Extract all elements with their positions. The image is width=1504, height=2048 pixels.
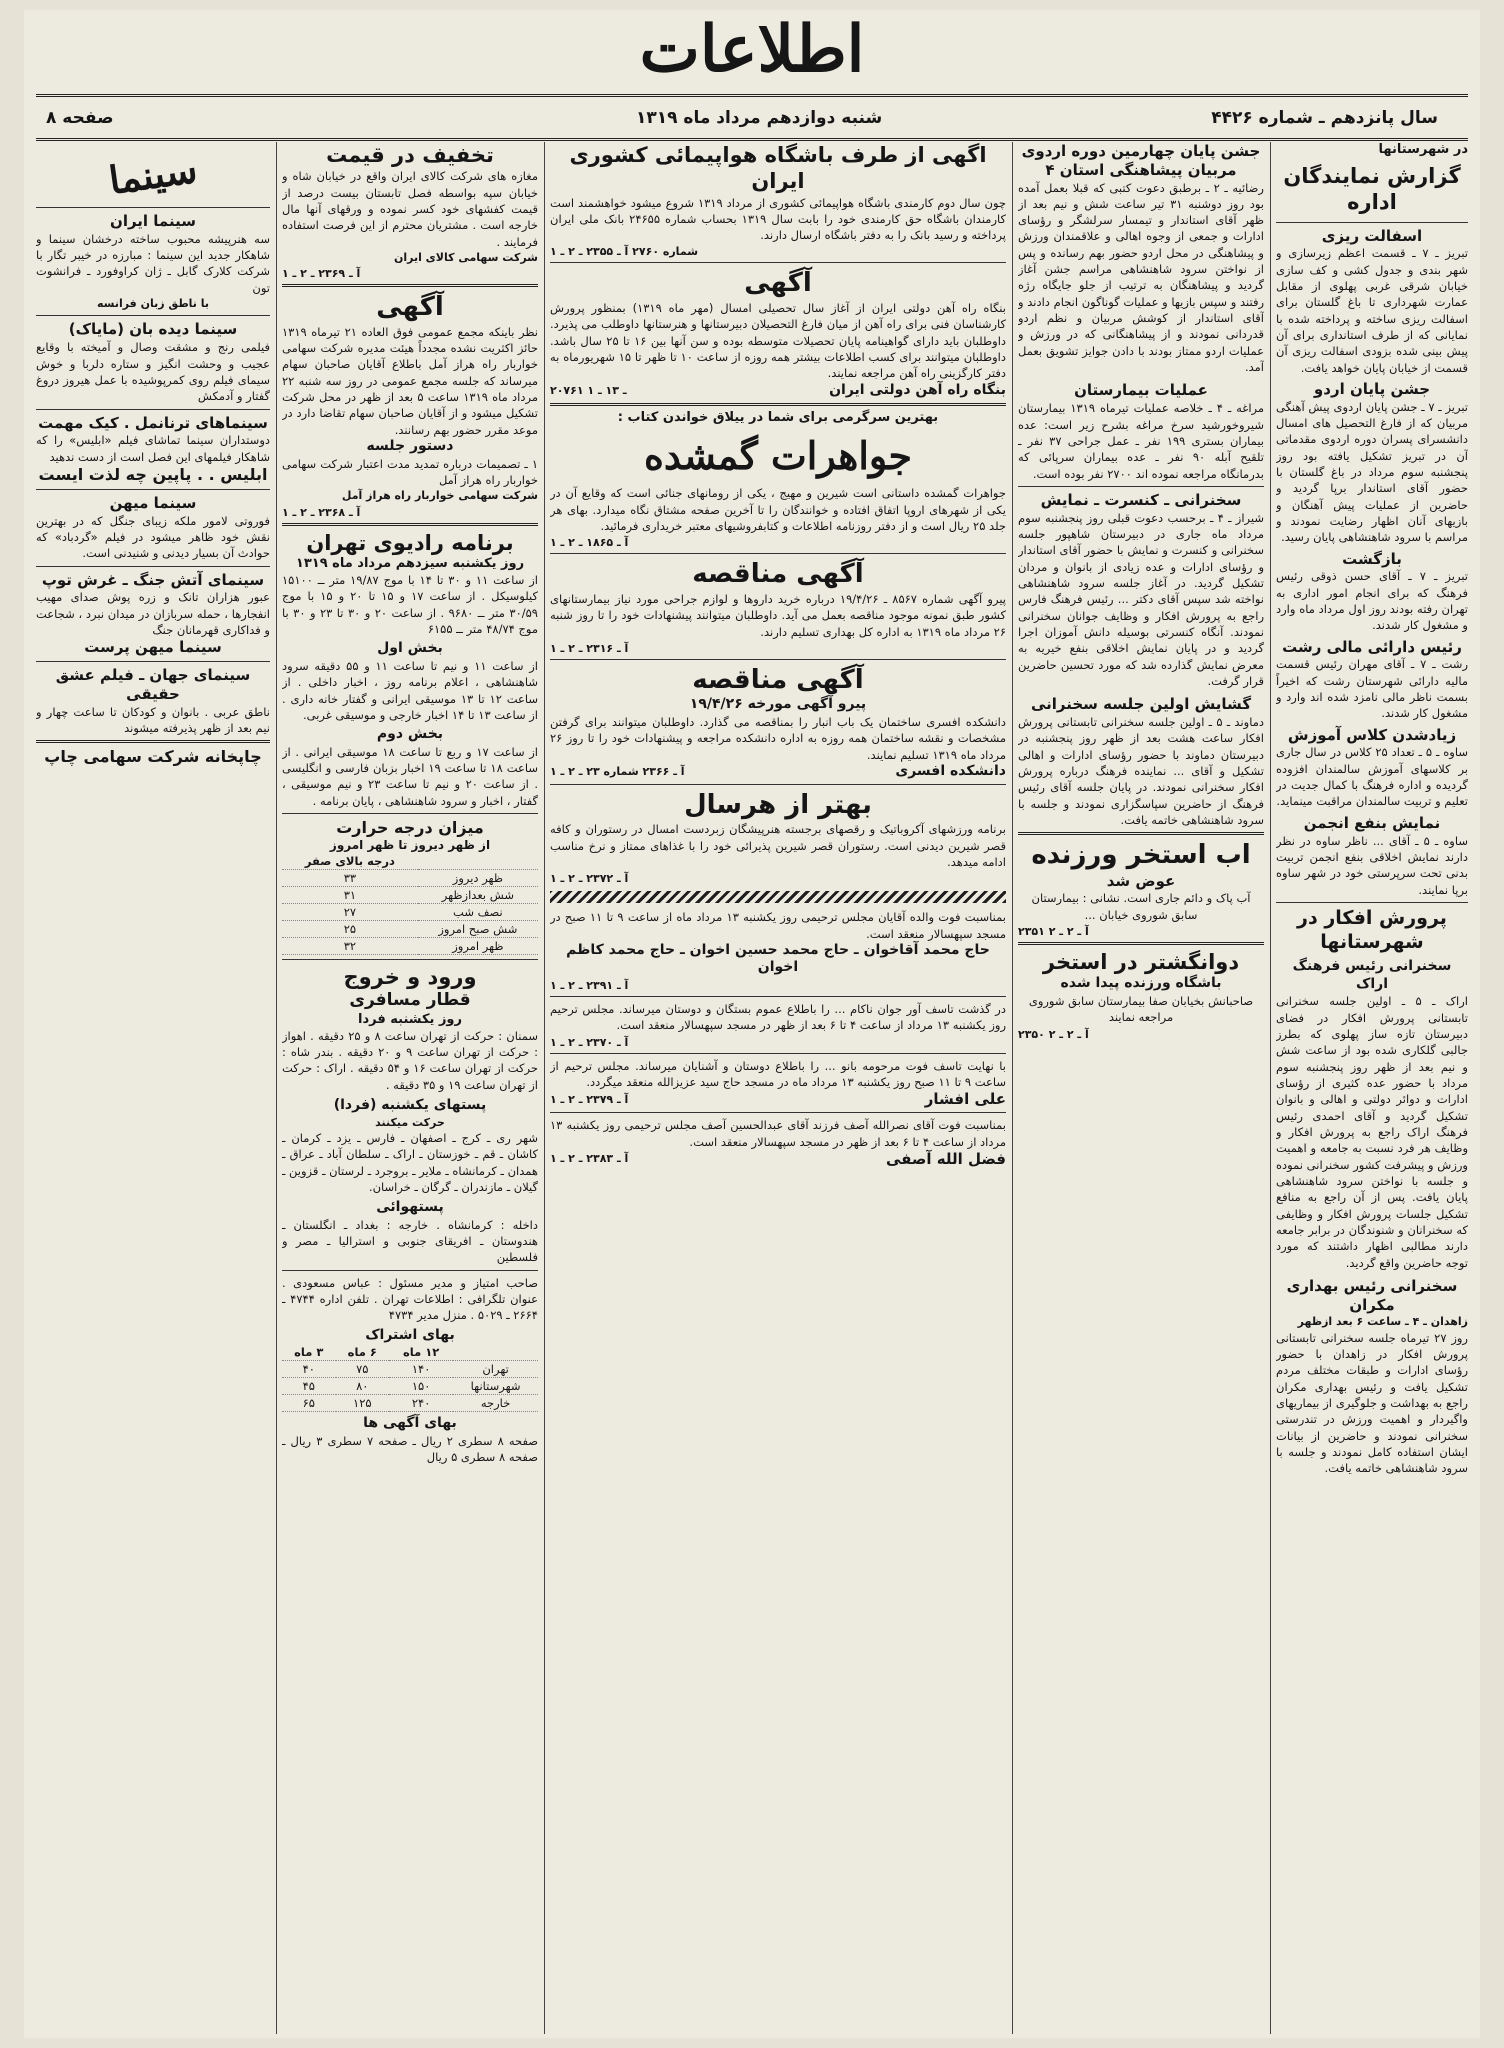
ad-subtitle: عوض شد [1106,871,1176,890]
news-body: رشت ـ ۷ ـ آقای مهران رئیس قسمت مالیه دارائی شهرستان رشت که اخیراً بسمت ناظر مالی نامزد شده اند وارد و مشغول کار شدند. [1276,657,1468,721]
ad-body: برنامه ورزشهای آکروباتیک و رقصهای برجسته هنرپیشگان زبردست امسال در رستوران و کافه قصر شیرین دیدنی است. رستوران قصر شیرین پذیرائی خود را با غذاهای ممتاز و نرخ مناسب ادامه میدهد. [550,822,1006,869]
news-title: اسفالت ریزی [1321,226,1423,245]
news-title: زیادشدن کلاس آموزش [1287,725,1457,744]
news-body: رضائیه ـ ۲ ـ برطبق دعوت کتبی که قبلا بعمل آمده بود روز دوشنبه ۳۱ تیر ساعت شش و نیم بعد از ظهر آقای استاندار و تیمسار سرلشگر و رؤسای ادارات و جمعی از وجوه اهالی و علاقمندان ورزش و پیشاهنگی در محل اردو حضور بهم رسانده و پس از نواختن سرود شاهنشاهی مراسم جشن آغاز گردید و پیشاهنگان به ترتیب از جلو جایگاه رژه رفتند و سپس بازیها و عملیات گوناگون انجام دادند و آقای استاندار از کوشش مربیان و نظم اردو قدردانی نمودند و از پیشاهنگانی که در ورزش و عملیات اردو ممتاز بودند با دادن جوایز تشویق بعمل آمد. [1018,180,1264,375]
section-title: پرورش افکار در شهرستانها [1297,906,1447,953]
ad-title: آگهی مناقصه [692,559,864,590]
table-row: شش صبح امروز ۲۵ [282,921,538,938]
notice-body: بمناسبت فوت والده آقایان مجلس ترحیمی روز یکشنبه ۱۳ مرداد ماه از ساعت ۹ تا ۱۱ صبح در مسجد سپهسالار منعقد است. [550,910,1006,941]
news-body: روز ۲۷ تیرماه جلسه سخنرانی تابستانی پرورش افکار در زاهدان با حضور رؤسای ادارات و طبقات مختلف مردم تشکیل یافت و رئیس بهداری مکران راجع به بهداشت و جلوگیری از بیماریهای واگیردار و اهمیت ورزش در تندرستی سخنرانی نمودند و حاضرین از بیانات ایشان استفاده کامل نمودند و جلسه با سرود شاهنشاهی خاتمه یافت. [1276,1330,1468,1476]
cinema-title: سینما دیده بان (مایاک) [68,320,238,339]
news-body: ساوه ـ ۵ ـ آقای ... ناظر ساوه در نظر دارند نمایش اخلاقی بنفع انجمن تربیت بدنی تحت سرپرستی خود در شهر ساوه برپا نمایند. [1276,833,1468,897]
ad-body: جواهرات گمشده داستانی است شیرین و مهیج ، یکی از رومانهای جنائی است که وقایع آن در یکی از شهرهای اروپا اتفاق افتاده و خوانندگان را تا آخرین صفحه مشتاق نگاه میدارد. بهای هر جلد ۲۵ ریال است و از دفتر روزنامه اطلاعات و کتابفروشیهای معتبر خریداری فرمائید. [550,486,1006,534]
news-subtitle: زاهدان ـ ۴ ـ ساعت ۶ بعد ازظهر [1297,1315,1468,1329]
ad-title: اگهی از طرف باشگاه هواپیمائی کشوری ایران [569,143,987,194]
radio-waves: از ساعت ۱۱ و ۳۰ تا ۱۴ با موج ۱۹/۸۷ متر ــ ۱۵۱۰۰ کیلوسیکل . از ساعت ۱۷ و ۱۵ تا ۲۰ و ۱۵ با موج ۳۰/۵۹ متر ــ ۹۶۸۰ . از ساعت ۲۰ و ۳۰ تا ۲۳ و ۳۰ با موج ۴۸/۷۴ متر ــ ۶۱۵۵ [282,573,538,637]
cinema-tail: ابلیس . . پاپین چه لذت ایست [38,464,268,484]
notice-code: آ ـ ۲۳۸۳ ـ ۲ ـ ۱ [550,1152,629,1166]
newspaper-page [24,10,1480,2038]
airmail-title: پستهوائی [376,1199,444,1216]
cinema-body: فوروتی لامور ملکه زیبای جنگل که در بهترین نقش خود ظاهر میشود در فیلم «گردباد» که حوادث آن بسیار دیدنی و شنیدنی است. [36,513,270,561]
subscription-table [282,1344,538,1412]
ad-body: پیرو آگهی شماره ۸۵۶۷ ـ ۱۹/۴/۲۶ درباره خرید داروها و لوازم جراحی مورد نیاز بیمارستانهای کشور طبق نمونه موجود مناقصه بعمل می آید. داوطلبان میتوانند پیشنهادات خود را تا روز شنبه ۲۶ مرداد ماه ۱۳۱۹ به اداره کل بهداری تسلیم دارند. [550,591,1006,639]
cinema-tail: سینما میهن پرست [84,638,222,657]
ad-title: آگهی [744,268,812,299]
travel-subtitle: قطار مسافری [349,990,471,1011]
dateline [36,96,1468,136]
ad-title: تخفیف در قیمت [326,143,494,167]
ad-code: ۲۰۷۶۱ ـ ۱۳ ـ ۱ [550,383,627,397]
radio-part-title: بخش دوم [376,726,444,743]
news-body: ساوه ـ ۵ ـ تعداد ۲۵ کلاس در سال جاری بر کلاسهای آموزش سالمندان افزوده گردیده و اداره فرهنگ با کمال جدیت در تعلیم و تربیت سالمندان مراقبت مینماید. [1276,745,1468,809]
cinema-tail: با ناطق زبان فرانسه [96,297,210,311]
news-title: عملیات بیمارستان [1074,381,1208,400]
agenda-title: دستور جلسه [366,438,454,455]
post-subtitle: حرکت میکنند [375,1115,445,1129]
cinema-logo: سینما [106,146,200,203]
section-kicker: در شهرستانها [1378,142,1468,157]
table-header: ۱۲ ماه ۶ ماه ۳ ماه [282,1344,538,1361]
column-events [1018,142,1264,2034]
ad-title: جواهرات گمشده [643,432,913,478]
cinema-body: دوستداران سینما تماشای فیلم «ابلیس» را که شاهکار فیلمهای این فصل است از دست ندهید [36,433,270,464]
cinema-title: سینما میهن [109,493,197,512]
column-ads-radio [282,142,538,2034]
ad-title: بهتر از هرسال [684,789,872,820]
notice-code: آ ـ ۲۳۷۹ ـ ۲ ـ ۱ [550,1092,629,1106]
radio-part-title: بخش اول [377,640,443,657]
ad-body: چون سال دوم کارمندی باشگاه هواپیمائی کشوری از مرداد ۱۳۱۹ شروع میشود خواهشمند است کارمندان باشگاه حق کارمندی خود را بابت سال ۱۳۱۹ بحساب شماره ۲۴۶۵۵ بانک ملی ایران پرداخته و رسید بانک را به دفتر باشگاه ارسال دارند. [550,195,1006,243]
temperature-table [282,853,538,955]
ad-signature: دانشکده افسری [895,763,1006,780]
ad-code: آ ـ ۲۳۶۹ ـ ۲ ـ ۱ [282,267,361,281]
ad-code: شماره ۲۷۶۰ آ ـ ۲۳۵۵ ـ ۲ ـ ۱ [550,245,699,259]
ad-subtitle: پیرو آگهی مورخه ۱۹/۴/۲۶ [689,696,867,713]
news-body: مراغه ـ ۴ ـ خلاصه عملیات تیرماه ۱۳۱۹ بیمارستان شیروخورشید سرخ مراغه بشرح زیر است: عده بیماران بستری ۱۹۹ نفر ـ عمل جراحی ۳۷ نفر ـ تلقیح آبله ۹۰ نفر ـ عده بیماران سرپائی که بدرمانگاه مراجعه نموده اند ۲۷۰۰ نفر بوده است. [1018,401,1264,481]
table-row: نصف شب ۲۷ [282,904,538,921]
notice-code: آ ـ ۲۳۷۰ ـ ۲ ـ ۱ [550,1035,629,1049]
cinema-title: سینمای جهان ـ فیلم عشق حقیقی [55,666,251,703]
column-divider [276,142,277,2034]
notice-signature: فضل الله آصفی [885,1149,1006,1168]
cinema-body: سه هنرپیشه محبوب ساخته درخشان سینما و شاهکار جدید این سینما : مبارزه در خیبر تگار با شرکت کلارک گابل ـ ژان کراوفورد ـ فرانشوت تون [36,231,270,295]
table-row: ظهر امروز ۳۲ [282,938,538,955]
notice-body: در گذشت تاسف آور جوان ناکام ... را باطلاع عموم بستگان و دوستان میرساند. مجلس ترحیم روز یکشنبه ۱۳ مرداد از ساعت ۴ تا ۶ بعد از ظهر در مسجد سپهسالار منعقد است. [550,1001,1006,1033]
agenda-body: ۱ ـ تصمیمات درباره تمدید مدت اعتبار شرکت سهامی خواربار راه هراز آمل [282,456,538,487]
masthead [24,10,1480,90]
table-row: تهران ۱۴۰ ۷۵ ۴۰ [282,1361,538,1378]
radio-part-body: از ساعت ۱۷ و ربع تا ساعت ۱۸ موسیقی ایرانی . از ساعت ۱۸ تا ساعت ۱۹ اخبار بزبان فارسی و انگلیسی . از ساعت ۲۰ و نیم تا ساعت ۲۳ و نیم موسیقی ، گفتار ، اخبار و سرود شاهنشاهی ، پایان برنامه . [282,744,538,808]
ad-body: صاحبانش بخیابان صفا بیمارستان سابق شوروی مراجعه نمایند [1028,993,1254,1025]
table-header: درجه بالای صفر [282,853,538,870]
ad-signature: بنگاه راه آهن دولتی ایران [829,382,1006,399]
ad-body: نظر باینکه مجمع عمومی فوق العاده ۲۱ تیرماه ۱۳۱۹ حائز اکثریت نشده مجدداً هیئت مدیره شرکت سهامی خواربار راه هراز آمل باطلاع آقایان صاحبان سهام میرساند که جلسه مجمع عمومی در روز سه شنبه ۲۲ مرداد ماه ۱۳۱۹ ساعت ۵ بعد از ظهر در محل شرکت تشکیل میشود و از آقایان صاحبان سهام تقاضا دارد در موعد مقرر حضور بهم رسانند. [282,324,538,437]
column-provincial-reports [1276,142,1468,2034]
cinema-body: فیلمی رنج و مشقت وصال و آمیخته با وقایع عجیب و وحشت انگیز و ستاره دلربا و خوش سیمای فیلم روی کمرپوشیده با عمل هیروز دروغ گفتار و آدمکش [36,340,270,404]
notice-body: بمناسبت فوت آقای نصرالله آصف فرزند آقای عبدالحسین آصف مجلس ترحیمی روز یکشنبه ۱۳ مرداد از ساعت ۴ تا ۶ بعد از ظهر در مسجد سپهسالار منعقد است. [550,1118,1006,1149]
column-divider [544,142,545,2034]
news-title: نمایش بنفع انجمن [1303,813,1441,832]
table-row: شش بعدازظهر ۳۱ [282,887,538,904]
news-title: جشن پایان چهارمین دوره اردوی مربیان پیشاهنگی استان ۴ [1021,142,1261,179]
news-title: گشایش اولین جلسه سخنرانی [1030,695,1252,714]
temperature-subtitle: از ظهر دیروز تا ظهر امروز [329,838,491,853]
travel-title: ورود و خروج [343,965,477,990]
ad-code: آ ـ ۲۳۷۲ ـ ۲ ـ ۱ [550,872,629,886]
radio-title: برنامه رادیوی تهران [306,530,514,555]
radio-date: روز یکشنبه سیزدهم مرداد ماه ۱۳۱۹ [295,555,525,571]
news-body: دماوند ـ ۵ ـ اولین جلسه سخنرانی تابستانی پرورش افکار ساعت هشت بعد از ظهر روز پنجشنبه در دبیرستان دماوند با حضور رؤسای ادارات و اهالی تشکیل و آقای ... نماینده فرهنگ درباره پرورش افکار سخنرانی نمودند. در پایان جلسه آقای رئیس فرهنگ از حاضرین سپاسگزاری نمودند و جلسه با سرود شاهنشاهی خاتمه یافت. [1018,714,1264,827]
news-body: اراک ـ ۵ ـ اولین جلسه سخنرانی تابستانی پرورش افکار در فضای دبیرستان تازه ساز پهلوی که بطرز جالبی گلکاری شده بود از ساعت شش و نیم بعد از ظهر روز پنجشنبه سوم مرداد با حضور عده کثیری از رؤسای ادارات و دوائر دولتی و اهالی و بانوان تشکیل گردید و آقای احمدی رئیس فرهنگ اراک راجع به پرورش افکار و وظایف هر فرد نسبت به جامعه و اهمیت ورزش و پیشرفت کشور سخنرانی نموده و جلسه با نواختن سرود شاهنشاهی پایان یافت. پس از آن راجع به منافع تشکیل جلسات پرورش افکار و وظایفی که سخنرانان و شنوندگان در برابر جامعه دارند مطالبی اظهار داشتند که مورد توجه حاضرین واقع گردید. [1276,994,1468,1270]
ad-code: آ ـ ۱۸۶۵ ـ ۲ ـ ۱ [550,536,629,550]
airmail-body: داخله : کرمانشاه . خارجه : بغداد ـ انگلستان ـ هندوستان ـ افریقای جنوبی و استرالیا ـ مصر و فلسطین [282,1217,538,1265]
news-title: بازگشت [1342,549,1402,568]
adprice-title: بهای آگهی ها [363,1415,457,1432]
cinema-body: عبور هزاران تانک و زره پوش صدای مهیب انفجارها ، حمله سربازان در میدان نبرد ، شجاعت و فداکاری قهرمانان جنگ [36,590,270,638]
cinema-title: سینماهای ترنانمل . کیک مهمت [38,413,268,432]
ad-subtitle: باشگاه ورزنده پیدا شده [1060,975,1222,992]
temperature-title: میزان درجه حرارت [336,818,484,838]
notice-body: با نهایت تاسف فوت مرحومه بانو ... را باطلاع دوستان و آشنایان میرساند. مجلس ترحیم از ساعت ۹ تا ۱۱ صبح روز یکشنبه ۱۳ مرداد ماه در مسجد حاج سید عزیزالله منعقد میگردد. [550,1058,1006,1089]
travel-body: سمنان : حرکت از تهران ساعت ۸ و ۲۵ دقیقه . اهواز : حرکت از تهران ساعت ۹ و ۲۰ دقیقه . بندر شاه : حرکت از تهران ساعت ۱۶ و ۵۴ دقیقه . اراک : حرکت از تهران ساعت ۱۹ و ۳۵ دقیقه . [282,1028,538,1092]
section-title: گزارش نمایندگان اداره [1283,164,1461,215]
travel-day: روز یکشنبه فردا [358,1011,462,1027]
news-body: تبریز ـ ۷ ـ قسمت اعظم زیرسازی و شهر بندی و جدول کشی و کف سازی خیابان شرقی غربی پهلوی از مقابل عمارت شهرداری تا باغ گلستان برای اسفالت ریزی ساخته و پرداخته شده با نمایانی که از طرف استانداری برای آن پیش بینی شده بزودی اسفالت ریزی آن قسمت از خیابان پایان خواهد یافت. [1276,246,1468,375]
news-title: سخنرانی رئیس بهداری مکران [1286,1276,1458,1314]
table-row: خارجه ۲۴۰ ۱۲۵ ۶۵ [282,1395,538,1412]
ad-title: آگهی مناقصه [692,664,864,695]
ad-body: آب پاک و دائم جاری است. نشانی : بیمارستان سابق شوروی خیابان ... [1031,891,1251,922]
post-body: شهر ری ـ کرج ـ اصفهان ـ فارس ـ یزد ـ کرمان ـ کاشان ـ قم ـ خوزستان ـ اراک ـ سلطان آباد ـ عراق ـ همدان ـ کرمانشاه ـ ملایر ـ بروجرد ـ لرستان ـ قزوین ـ گیلان ـ مازندران ـ گرگان ـ خراسان. [282,1131,538,1194]
column-divider [1012,142,1013,2034]
year-issue: سال پانزدهم ـ شماره ۴۴۲۶ [1211,108,1438,128]
ad-body: بنگاه راه آهن دولتی ایران از آغاز سال تحصیلی امسال (مهر ماه ۱۳۱۹) بمنظور پرورش کارشناسان فنی برای راه آهن از میان فارغ التحصیلان دبیرستانها و هنرستانها داوطلب می پذیرد. داوطلبان باید دارای گواهینامه پایان تحصیلات متوسطه بوده و سن آنها بین ۱۶ تا ۲۵ سال باشد. داوطلبان میتوانند برای کسب اطلاعات بیشتر همه روزه از ساعت ۱۰ تا ظهر تا ۱۵ شهریورماه به دفتر کارگزینی راه آهن مراجعه نمایند. [550,300,1006,381]
ad-body: دانشکده افسری ساختمان یک باب انبار را بمناقصه می گذارد. داوطلبان میتوانند برای گرفتن مشخصات و نقشه ساختمان همه روزه به اداره دانشکده مراجعه و پیشنهادات خود را تا روز ۲۶ مرداد ماه ۱۳۱۹ تسلیم نمایند. [550,714,1006,762]
news-title: رئیس دارائی مالی رشت [1282,637,1462,656]
table-row: ظهر دیروز ۳۳ [282,870,538,887]
notice-code: آ ـ ۲۳۹۱ ـ ۲ ـ ۱ [550,978,629,992]
column-divider [1270,142,1271,2034]
news-title: جشن پایان اردو [1313,379,1431,398]
cinema-title: سینمای آتش جنگ ـ غرش توپ [41,570,265,589]
column-center-ads [550,142,1006,2034]
ad-body: مغازه های شرکت کالای ایران واقع در خیابان شاه و خیابان سپه بواسطه فصل تابستان بیست درصد از قیمت کفشهای خود کسر نموده و ورقهای آنها مال خارجه است . مشتریان محترم از این فرصت استفاده فرمایند . [282,169,538,249]
ad-title: آگهی [376,292,444,323]
news-subtitle: سخنرانی رئیس فرهنگ اراک [1292,958,1452,992]
ad-title: دوانگشتر در استخر [1042,950,1240,975]
masthead-title: اطلاعات [639,12,865,87]
printer-credit: چاپخانه شرکت سهامی چاپ [44,747,262,767]
issue-date: شنبه دوازدهم مرداد ماه ۱۳۱۹ [636,108,883,128]
page-number: صفحه ۸ [46,108,114,128]
ad-signature: شرکت سهامی خواربار راه هراز آمل [341,489,538,503]
radio-part-body: از ساعت ۱۱ و نیم تا ساعت ۱۱ و ۵۵ دقیقه سرود شاهنشاهی ، اعلام برنامه روز ، اخبار داخلی . از ساعت ۱۲ تا ۱۳ موسیقی ایرانی و گفتار خانه داری . از ساعت ۱۳ تا ۱۴ اخبار خارجی و موسیقی غربی. [282,658,538,722]
cinema-title: سینما ایران [110,212,196,230]
news-body: تبریز ـ ۷ ـ آقای حسن ذوقی رئیس فرهنگ که برای انجام امور اداری به تهران رفته بودند روز اول مرداد ماه وارد و مشغول کار شدند. [1276,569,1468,633]
notice-names: حاج محمد آقاخوان ـ حاج محمد حسین اخوان ـ حاج محمد کاظم اخوان [566,941,990,976]
ad-signature: شرکت سهامی کالای ایران [393,250,538,264]
news-title: سخنرانی ـ کنسرت ـ نمایش [1040,490,1242,509]
ad-code: ۲۳۵۰ آ ـ ۲ ـ ۲ [1018,1027,1089,1041]
notice-signature: علی افشار [924,1090,1006,1109]
column-cinema [36,142,270,2034]
ad-code: آ ـ ۲۳۶۶ شماره ۲۳ ـ ۲ ـ ۱ [550,764,685,778]
staff-info: صاحب امتیاز و مدیر مسئول : عباس مسعودی . عنوان تلگرافی : اطلاعات تهران . تلفن اداره ۴۷۴۴ ـ ۲۶۶۴ ـ ۵۰۲۹ . منزل مدیر ۴۷۳۴ [282,1275,538,1323]
ad-code: ۲۳۵۱ آ ـ ۲ ـ ۲ [1018,925,1089,939]
table-row: شهرستانها ۱۵۰ ۸۰ ۴۵ [282,1378,538,1395]
adprice-body: صفحه ۸ سطری ۲ ریال ـ صفحه ۷ سطری ۳ ریال ـ صفحه ۸ سطری ۵ ریال [282,1433,538,1465]
ad-title: اب استخر ورزنده [1031,840,1251,871]
post-title: پستهای یکشنبه (فردا) [333,1097,487,1114]
cinema-body: ناطق عربی . بانوان و کودکان تا ساعت چهار و نیم بعد از ظهر پذیرفته میشوند [36,704,270,735]
dateline-rule [36,138,1468,141]
news-body: شیراز ـ ۴ ـ برحسب دعوت قبلی روز پنجشنبه سوم مرداد ماه جاری در دبیرستان شاهپور جلسه سخنرانی و کنسرت و نمایش با حضور آقای استاندار و رؤسای ادارات و عده زیادی از بانوان و مردان تشکیل گردید. در آغاز جلسه سرود شاهنشاهی نواخته شد سپس آقای دکتر ... رئیس فرهنگ فارس راجع به پرورش افکار و وظایف جوانان سخنرانی نمودند. آنگاه کنسرتی بوسیله دانش آموزان اجرا گردید و در پایان نمایش اخلاقی بنفع خیریه به معرض نمایش گذارده شد که مورد تحسین حاضرین قرار گرفت. [1018,510,1264,688]
ad-kicker: بهترین سرگرمی برای شما در ییلاق خواندن کتاب : [617,409,939,425]
subscription-title: بهای اشتراک [365,1326,455,1343]
decorative-divider [550,891,1006,903]
ad-code: آ ـ ۲۳۱۶ ـ ۲ ـ ۱ [550,641,629,655]
news-body: تبریز ـ ۷ ـ جشن پایان اردوی پیش آهنگی مربیان که از فارغ التحصیل های امسال دانشسرای پسران دوره اردوی مقدماتی آن در تبریز تشکیل یافته بود روز پنجشنبه سوم مرداد در باغ گلستان با حضور آقای استاندار برپا گردید و حاضرین از عملیات پیش آهنگان و بازیهای آنان اظهار رضایت نمودند و مراسم با سرود شاهنشاهی پایان رسید. [1276,399,1468,545]
ad-code: آ ـ ۲۳۶۸ ـ ۲ ـ ۱ [282,505,361,519]
